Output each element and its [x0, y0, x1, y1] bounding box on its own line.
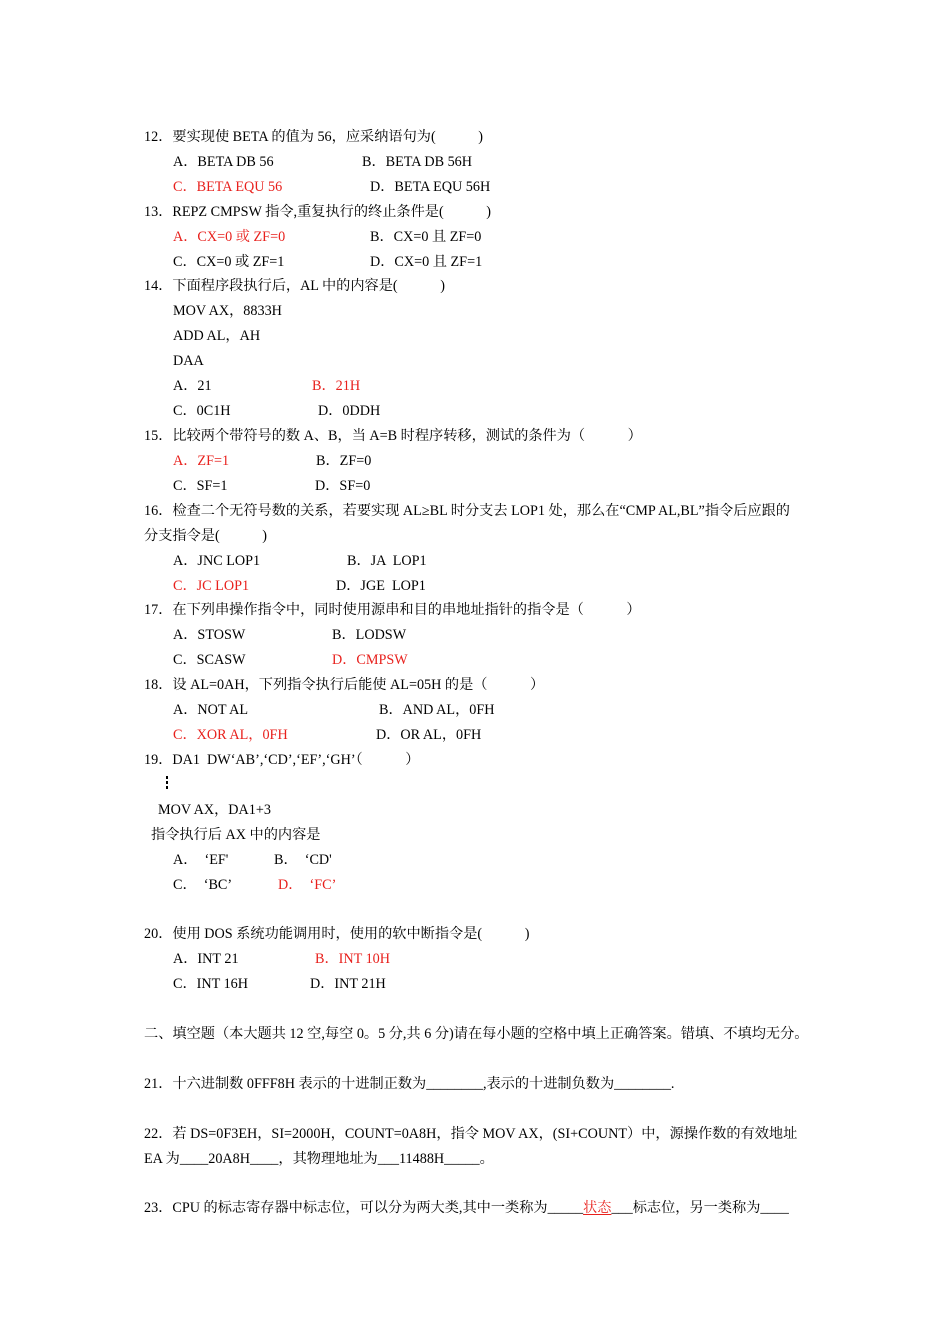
q12-option-a: A．BETA DB 56	[173, 154, 274, 170]
q23-prefix: 23．CPU 的标志寄存器中标志位，可以分为两大类,其中一类称为_____	[144, 1200, 584, 1216]
q20-option-b: B．INT 10H	[315, 951, 391, 967]
q23-answer: 状态	[583, 1200, 612, 1216]
vertical-ellipsis-icon	[166, 776, 169, 791]
q16-option-d: D．JGE LOP1	[336, 578, 426, 594]
q19-option-d: D． ‘FC’	[278, 877, 337, 893]
q18-option-d: D．OR AL，0FH	[376, 727, 482, 743]
q13-stem: 13．REPZ CMPSW 指令,重复执行的终止条件是( )	[144, 204, 491, 220]
q16-stem-line-2: 分支指令是( )	[144, 528, 267, 544]
q18-option-a: A．NOT AL	[173, 702, 249, 718]
q13-option-d: D．CX=0 且 ZF=1	[370, 254, 483, 270]
q16-option-a: A．JNC LOP1	[173, 553, 261, 569]
q12-option-d: D．BETA EQU 56H	[370, 179, 491, 195]
q14-code-line-3: DAA	[173, 353, 204, 369]
q22-line-1: 22．若 DS=0F3EH，SI=2000H，COUNT=0A8H，指令 MOV AX，(SI+COUNT）中，源操作数的有效地址	[144, 1126, 798, 1142]
q15-stem: 15．比较两个带符号的数 A、B，当 A=B 时程序转移，测试的条件为（ ）	[144, 428, 642, 444]
q12-option-c: C．BETA EQU 56	[173, 179, 283, 195]
q18-stem: 18．设 AL=0AH，下列指令执行后能使 AL=05H 的是（ ）	[144, 677, 545, 693]
q17-option-c: C．SCASW	[173, 652, 246, 668]
q17-stem: 17．在下列串操作指令中，同时使用源串和目的串地址指针的指令是（ ）	[144, 602, 641, 618]
q20-stem: 20．使用 DOS 系统功能调用时，使用的软中断指令是( )	[144, 926, 530, 942]
q13-option-b: B．CX=0 且 ZF=0	[370, 229, 482, 245]
q20-option-a: A．INT 21	[173, 951, 239, 967]
q13-option-c: C．CX=0 或 ZF=1	[173, 254, 285, 270]
q17-option-d: D．CMPSW	[332, 652, 408, 668]
q15-option-c: C．SF=1	[173, 478, 228, 494]
q14-option-b: B．21H	[312, 378, 361, 394]
q14-option-d: D．0DDH	[318, 403, 381, 419]
q15-option-a: A．ZF=1	[173, 453, 230, 469]
q23-text	[144, 1199, 789, 1217]
q17-option-b: B．LODSW	[332, 627, 407, 643]
q19-option-a: A． ‘EF'	[173, 852, 229, 868]
section-heading: 二、填空题（本大题共 12 空,每空 0。5 分,共 6 分)请在每小题的空格中填上正确答案。错填、不填均无分。	[144, 1026, 809, 1042]
q20-option-d: D．INT 21H	[310, 976, 386, 992]
q19-option-b: B． ‘CD'	[274, 852, 332, 868]
q19-note: 指令执行后 AX 中的内容是	[151, 827, 321, 843]
q14-option-a: A．21	[173, 378, 212, 394]
q12-option-b: B．BETA DB 56H	[362, 154, 473, 170]
q19-code: MOV AX，DA1+3	[158, 802, 271, 818]
q14-code-line-2: ADD AL，AH	[173, 328, 261, 344]
q16-option-b: B．JA LOP1	[347, 553, 427, 569]
q19-option-c: C． ‘BC’	[173, 877, 233, 893]
q19-stem: 19．DA1 DW‘AB’,‘CD’,‘EF’,‘GH’（ ）	[144, 752, 420, 768]
q16-option-c: C．JC LOP1	[173, 578, 250, 594]
q17-option-a: A．STOSW	[173, 627, 246, 643]
q21-text: 21．十六进制数 0FFF8H 表示的十进制正数为________,表示的十进制负数为________.	[144, 1076, 675, 1092]
q14-code-line-1: MOV AX，8833H	[173, 303, 282, 319]
q18-option-b: B．AND AL，0FH	[379, 702, 495, 718]
q15-option-b: B．ZF=0	[316, 453, 372, 469]
q12-stem: 12．要实现使 BETA 的值为 56，应采纳语句为( )	[144, 129, 483, 145]
q16-stem-line-1: 16．检查二个无符号数的关系，若要实现 AL≥BL 时分支去 LOP1 处，那么在“CMP AL,BL”指令后应跟的	[144, 503, 790, 519]
q18-option-c: C．XOR AL，0FH	[173, 727, 288, 743]
q15-option-d: D．SF=0	[315, 478, 371, 494]
q20-option-c: C．INT 16H	[173, 976, 249, 992]
q22-line-2: EA 为____20A8H____，其物理地址为___11488H_____。	[144, 1151, 494, 1167]
q14-stem: 14．下面程序段执行后，AL 中的内容是( )	[144, 278, 445, 294]
q13-option-a: A．CX=0 或 ZF=0	[173, 229, 286, 245]
q14-option-c: C．0C1H	[173, 403, 231, 419]
q23-suffix: ___标志位，另一类称为____	[611, 1200, 789, 1216]
